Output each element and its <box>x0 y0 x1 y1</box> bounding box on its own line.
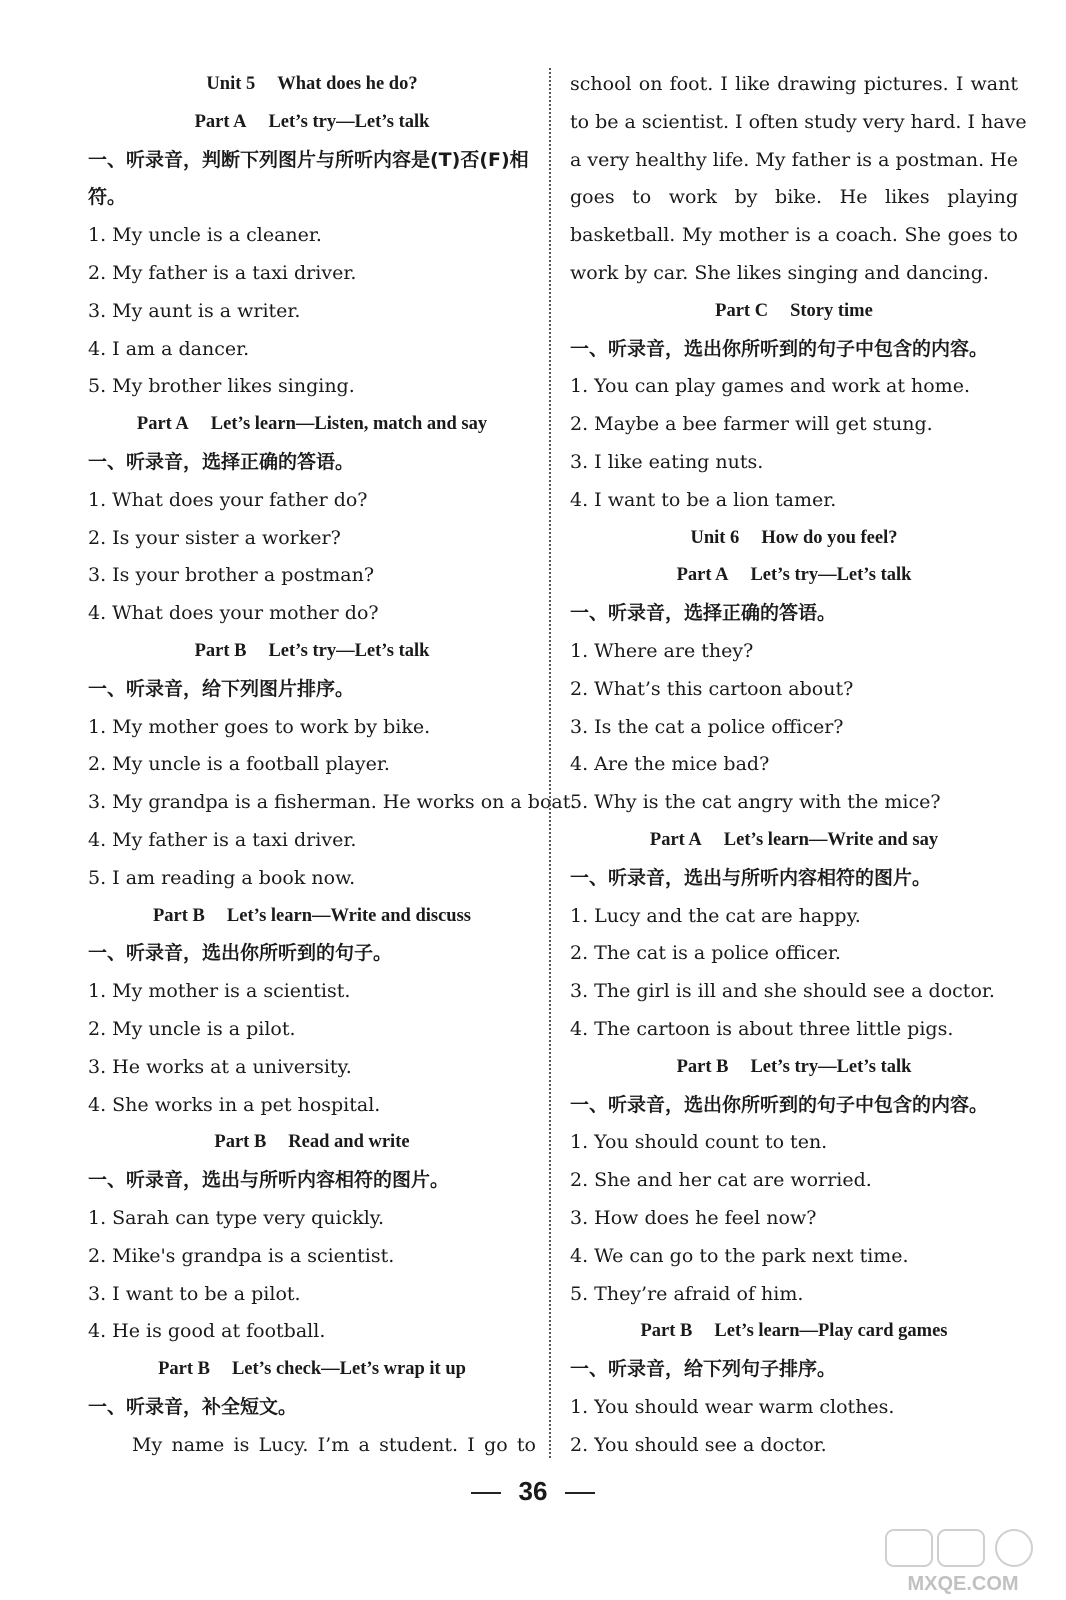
section-label: Part C <box>715 300 769 321</box>
section-title: Let’s try—Let’s talk <box>268 640 430 661</box>
instruction: 一、听录音，选出你所听到的句子。 <box>88 942 393 965</box>
section-label: Part A <box>136 414 189 435</box>
section-title: Let’s try—Let’s talk <box>268 111 430 132</box>
question-line: 1. You should count to ten. <box>570 1131 828 1154</box>
question-line: 4. I want to be a lion tamer. <box>570 488 837 511</box>
section-title: Read and write <box>288 1132 410 1153</box>
question-line: work by car. She likes singing and dancing. <box>570 261 989 284</box>
question-line: 4. The cartoon is about three little pigs. <box>570 1017 954 1040</box>
passage-line: a very healthy life. My father is a postman. He <box>570 148 1018 171</box>
section-title: Let’s try—Let’s talk <box>750 565 912 586</box>
section-heading <box>570 293 1018 331</box>
question-line: 4. We can go to the park next time. <box>570 1244 909 1267</box>
question-line: 2. What’s this cartoon about? <box>570 677 854 700</box>
section-heading <box>88 1124 536 1162</box>
instruction: 一、听录音，选择正确的答语。 <box>570 602 837 625</box>
watermark-text: MXQE.COM <box>907 1573 1019 1595</box>
page-number <box>0 1476 1066 1507</box>
section-label: Unit 5 <box>206 74 256 94</box>
question-line: 2. My father is a taxi driver. <box>88 261 357 284</box>
question-line: 1. You should wear warm clothes. <box>570 1395 895 1418</box>
watermark-shape-1 <box>886 1530 932 1566</box>
section-label: Part B <box>153 905 205 926</box>
instruction: 一、听录音，选择正确的答语。 <box>88 450 355 473</box>
question-line: 2. Maybe a bee farmer will get stung. <box>570 413 933 436</box>
section-heading <box>570 520 1018 558</box>
question-line: 2. My uncle is a pilot. <box>88 1017 296 1040</box>
section-title: Let’s learn—Write and discuss <box>226 905 471 926</box>
question-line: 1. What does your father do? <box>88 488 368 511</box>
section-label: Part B <box>214 1132 267 1153</box>
question-line: 2. The cat is a police officer. <box>570 942 841 965</box>
question-line: 1. Sarah can type very quickly. <box>88 1206 385 1229</box>
question-line: 3. Is the cat a police officer? <box>570 715 844 738</box>
section-heading <box>570 557 1018 595</box>
section-label: Part A <box>676 565 729 586</box>
page-number-text: 36 <box>518 1476 548 1506</box>
section-label: Part B <box>158 1359 210 1380</box>
section-title: What does he do? <box>277 74 418 94</box>
left-column <box>88 66 577 1464</box>
section-heading <box>88 104 536 142</box>
question-line: 3. Is your brother a postman? <box>88 564 375 587</box>
question-line: 4. He is good at football. <box>88 1320 326 1343</box>
question-line: 1. My uncle is a cleaner. <box>88 224 322 247</box>
question-line: 4. What does your mother do? <box>88 602 379 625</box>
passage-line: goes to work by bike. He likes playing <box>570 186 1018 209</box>
instruction: 一、听录音，给下列图片排序。 <box>88 677 355 700</box>
instruction: 一、听录音，判断下列图片与所听内容是(T)否(F)相符。 <box>88 148 529 209</box>
question-line: 3. He works at a university. <box>88 1055 352 1078</box>
passage-line: to be a scientist. I often study very hard. I have <box>570 110 1027 133</box>
question-line: 1. My mother is a scientist. <box>88 980 351 1003</box>
instruction: 一、听录音，选出你所听到的句子中包含的内容。 <box>570 337 989 360</box>
section-heading <box>88 633 536 671</box>
passage-line: basketball. My mother is a coach. She goes to <box>570 224 1018 247</box>
section-label: Part A <box>649 829 702 850</box>
question-line: 5. I am reading a book now. <box>88 866 356 889</box>
section-label: Part B <box>194 640 247 661</box>
section-heading <box>570 1049 1018 1087</box>
section-title: Let’s learn—Play card games <box>714 1321 948 1342</box>
question-line: 3. How does he feel now? <box>570 1206 817 1229</box>
instruction: 一、听录音，选出你所听到的句子中包含的内容。 <box>570 1093 989 1116</box>
question-line: 3. I want to be a pilot. <box>88 1282 301 1305</box>
section-heading <box>88 1351 536 1389</box>
right-column <box>570 66 1027 1464</box>
question-line: 4. I am a dancer. <box>88 337 250 360</box>
section-title: How do you feel? <box>761 527 898 548</box>
question-line: 3. I like eating nuts. <box>570 450 764 473</box>
question-line: 1. Lucy and the cat are happy. <box>570 904 861 927</box>
question-line: 4. She works in a pet hospital. <box>88 1093 381 1116</box>
section-heading <box>570 822 1018 860</box>
question-line: 2. She and her cat are worried. <box>570 1169 872 1192</box>
section-label: Part A <box>194 111 247 132</box>
dash-left <box>471 1492 501 1494</box>
passage-line: school on foot. I like drawing pictures. I want <box>570 73 1018 95</box>
question-line: 4. My father is a taxi driver. <box>88 828 357 851</box>
section-heading <box>88 406 536 444</box>
watermark-shape-3 <box>996 1530 1032 1566</box>
instruction: 一、听录音，选出与所听内容相符的图片。 <box>88 1169 450 1192</box>
section-label: Unit 6 <box>690 527 740 548</box>
instruction: 一、听录音，给下列句子排序。 <box>570 1358 837 1381</box>
question-line: 1. My mother goes to work by bike. <box>88 715 431 738</box>
section-label: Part B <box>676 1056 729 1077</box>
question-line: 5. They’re afraid of him. <box>570 1282 804 1305</box>
question-line: 3. My grandpa is a fisherman. He works on a boat. <box>88 791 577 814</box>
watermark-shape-2 <box>938 1530 984 1566</box>
question-line: 2. You should see a doctor. <box>570 1433 827 1456</box>
section-title: Let’s learn—Listen, match and say <box>210 414 488 435</box>
instruction: 一、听录音，补全短文。 <box>88 1395 298 1418</box>
question-line: 2. Is your sister a worker? <box>88 526 341 549</box>
dash-right <box>565 1492 595 1494</box>
section-label: Part B <box>640 1321 693 1342</box>
section-heading <box>88 898 536 936</box>
question-line: 1. Where are they? <box>570 639 754 662</box>
section-title: Let’s learn—Write and say <box>723 829 939 850</box>
passage-line: My name is Lucy. I’m a student. I go to <box>132 1433 536 1456</box>
question-line: 1. You can play games and work at home. <box>570 375 970 398</box>
question-line: 5. My brother likes singing. <box>88 375 355 398</box>
watermark-logo <box>878 1526 1048 1596</box>
column-divider <box>549 68 551 1458</box>
section-heading <box>88 66 536 104</box>
question-line: 4. Are the mice bad? <box>570 753 770 776</box>
question-line: 2. My uncle is a football player. <box>88 753 390 776</box>
section-title: Let’s try—Let’s talk <box>750 1056 912 1077</box>
question-line: 2. Mike's grandpa is a scientist. <box>88 1244 395 1267</box>
section-title: Let’s check—Let’s wrap it up <box>231 1359 466 1380</box>
question-line: 3. The girl is ill and she should see a doctor. <box>570 980 995 1003</box>
question-line: 3. My aunt is a writer. <box>88 299 301 322</box>
instruction: 一、听录音，选出与所听内容相符的图片。 <box>570 866 932 889</box>
section-title: Story time <box>790 300 873 321</box>
section-heading <box>570 1313 1018 1351</box>
question-line: 5. Why is the cat angry with the mice? <box>570 791 941 814</box>
